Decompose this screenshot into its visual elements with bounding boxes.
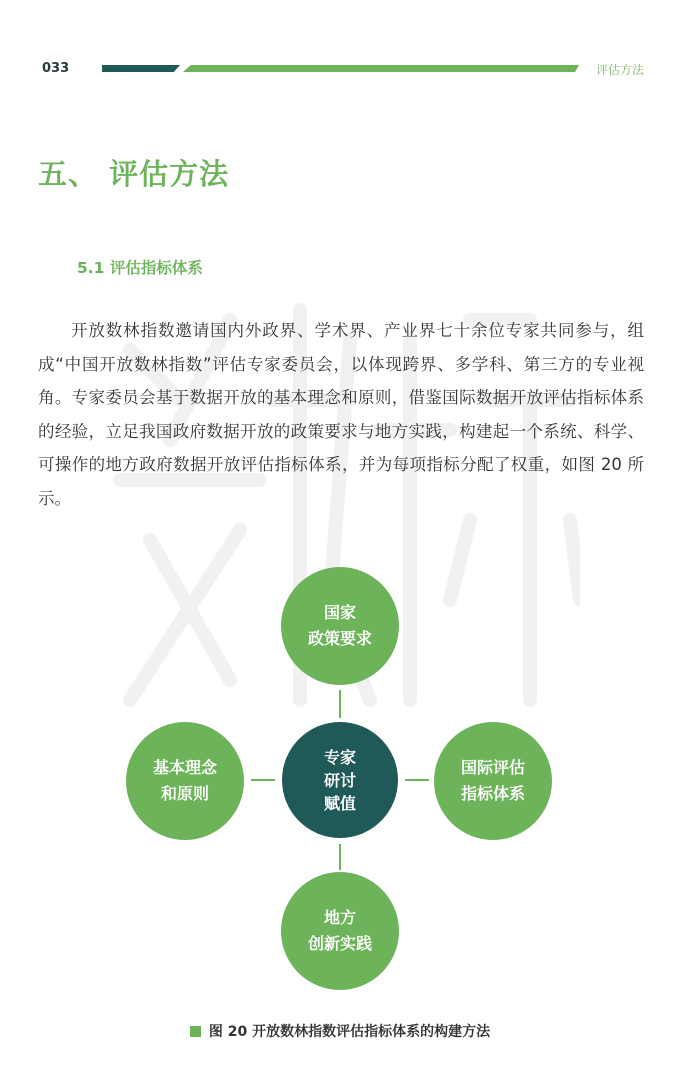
caption-marker-icon bbox=[190, 1026, 201, 1037]
node-left-line1: 基本理念 bbox=[152, 758, 217, 777]
subsection-title: 5.1 评估指标体系 bbox=[77, 259, 203, 277]
node-top-line2: 政策要求 bbox=[307, 629, 372, 648]
node-center-line1: 专家 bbox=[323, 747, 356, 767]
node-bottom-line2: 创新实践 bbox=[307, 934, 372, 953]
body-paragraph: 开放数林指数邀请国内外政界、学术界、产业界七十余位专家共同参与，组成“中国开放数林指数”评估专家委员会，以体现跨界、多学科、第三方的专业视角。专家委员会基于数据开放的基本理念和原则，借鉴国际数据开放评估指标体系的经验，立足我国政府数据开放的政策要求与地方实践，构建起一个系统、科学、可操作的地方政府数据开放评估指标体系，并为每项指标分配了权重，如图 20 所示。 bbox=[38, 321, 644, 508]
connector-bottom bbox=[339, 844, 341, 870]
node-top-line1: 国家 bbox=[323, 603, 356, 622]
methodology-diagram bbox=[0, 560, 680, 1000]
connector-top bbox=[339, 690, 341, 718]
node-bottom-line1: 地方 bbox=[323, 908, 356, 927]
node-center-line3: 赋值 bbox=[323, 793, 356, 813]
connector-right bbox=[405, 779, 429, 781]
connector-left bbox=[251, 779, 275, 781]
header-bar-green bbox=[183, 65, 579, 72]
node-center bbox=[282, 722, 398, 838]
running-header: 评估方法 bbox=[596, 63, 645, 77]
node-left-line2: 和原则 bbox=[160, 784, 209, 803]
node-top bbox=[281, 567, 399, 685]
header-bar-dark bbox=[102, 65, 180, 72]
node-right bbox=[434, 722, 552, 840]
node-right-line2: 指标体系 bbox=[460, 784, 525, 803]
node-center-line2: 研讨 bbox=[323, 770, 356, 790]
figure-caption bbox=[0, 1021, 680, 1041]
caption-text: 图 20 开放数林指数评估指标体系的构建方法 bbox=[208, 1024, 491, 1040]
section-title: 五、 评估方法 bbox=[38, 157, 230, 191]
node-right-line1: 国际评估 bbox=[460, 758, 525, 777]
page-number: 033 bbox=[42, 61, 70, 76]
node-bottom bbox=[281, 872, 399, 990]
node-left bbox=[126, 722, 244, 840]
